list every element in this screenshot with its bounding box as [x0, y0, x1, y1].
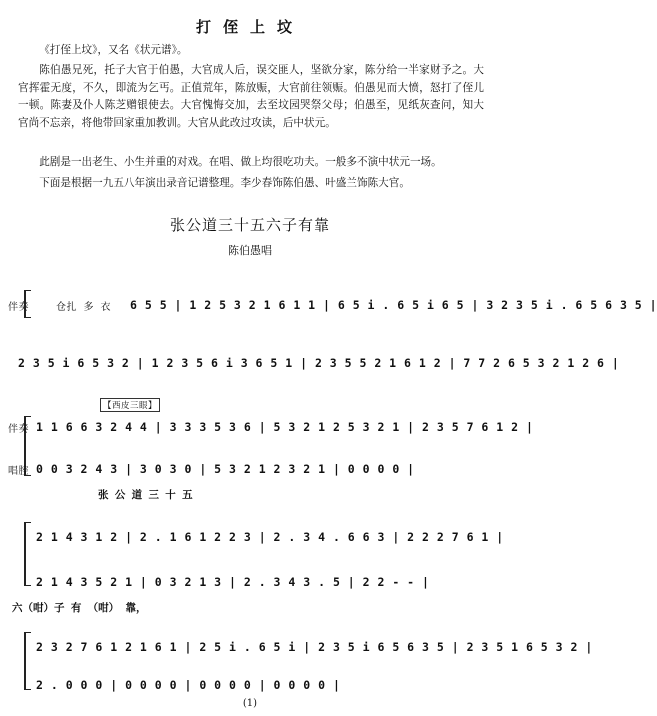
page-number: (1) [242, 698, 258, 709]
score-notes-row-3-vocal: 0 0 3 2 4 3 | 3 0 3 0 | 5 3 2 1 2 3 2 1 | 0 0 0 0 | [36, 462, 415, 476]
score-notes-row-3-acc: 1 1 6 6 3 2 4 4 | 3 3 3 5 3 6 | 5 3 2 1 2 5 3 2 1 | 2 3 5 7 6 1 2 | [36, 420, 534, 434]
percussion-text: 仓扎 多 衣 [56, 302, 112, 313]
score-notes-row-5-acc: 2 3 2 7 6 1 2 1 6 1 | 2 5 i . 6 5 i | 2 3 5 i 6 5 6 3 5 | 2 3 5 1 6 5 3 2 | [36, 640, 593, 654]
lyrics-row-3: 张 公 道 三 十 五 [98, 489, 193, 501]
intro-paragraph-1: 《打侄上坟》，又名《状元谱》。 [39, 44, 188, 56]
score-notes-row-4-acc: 2 1 4 3 1 2 | 2 . 1 6 1 2 2 3 | 2 . 3 4 . 6 6 3 | 2 2 2 7 6 1 | [36, 530, 504, 544]
score-notes-row-1: 6 5 5 | 1 2 5 3 2 1 6 1 1 | 6 5 i . 6 5 i 6 5 | 3 2 3 5 i . 6 5 6 3 5 | [130, 298, 657, 312]
score-notes-row-5-vocal: 2 . 0 0 0 | 0 0 0 0 | 0 0 0 0 | 0 0 0 0 | [36, 678, 341, 692]
xipi-sanyan-marker: 【西皮三眼】 [100, 398, 160, 412]
intro-paragraph-3: 此剧是一出老生、小生并重的对戏。在唱、做上均很吃功夫。一般多不演中状元一场。 [39, 156, 442, 168]
row-1-brace [24, 290, 31, 318]
vocal-label: 唱腔 [8, 466, 29, 477]
page-title: 打侄上坟 [195, 18, 304, 36]
singer-credit: 陈伯愚唱 [228, 244, 272, 257]
row-5-brace [24, 632, 31, 690]
accompaniment-label: 伴奏 [8, 302, 29, 313]
row-4-brace [24, 522, 31, 586]
score-notes-row-2: 2 3 5 i 6 5 3 2 | 1 2 3 5 6 i 3 6 5 1 | 2 3 5 5 2 1 6 1 2 | 7 7 2 6 5 3 2 1 2 6 | [18, 356, 620, 370]
intro-paragraph-2: 陈伯愚兄死，托子大官于伯愚，大官成人后，误交匪人，坚欲分家，陈分给一半家财予之。大官挥霍无度，不久，即流为乞丐。正值荒年，陈放赈，大官前往领赈。伯愚见而大愤，怒打了侄儿一顿。陈妻及仆人陈芝赠银使去。大官愧悔交加，去至坟园哭祭父母；伯愚至，见纸灰查问，知大官尚不忘亲，将他带回家重加教训。大官从此改过攻读，后中状元。 [18, 64, 484, 129]
accompaniment-label-2: 伴奏 [8, 424, 29, 435]
intro-paragraph-4: 下面是根据一九五八年演出录音记谱整理。李少春饰陈伯愚、叶盛兰饰陈大官。 [39, 177, 410, 189]
lyrics-row-4: 六（咁）子 有 （咁） 靠， [12, 602, 147, 614]
score-notes-row-4-vocal: 2 1 4 3 5 2 1 | 0 3 2 1 3 | 2 . 3 4 3 . 5 | 2 2 - - | [36, 575, 430, 589]
song-title: 张公道三十五六子有靠 [169, 216, 330, 234]
